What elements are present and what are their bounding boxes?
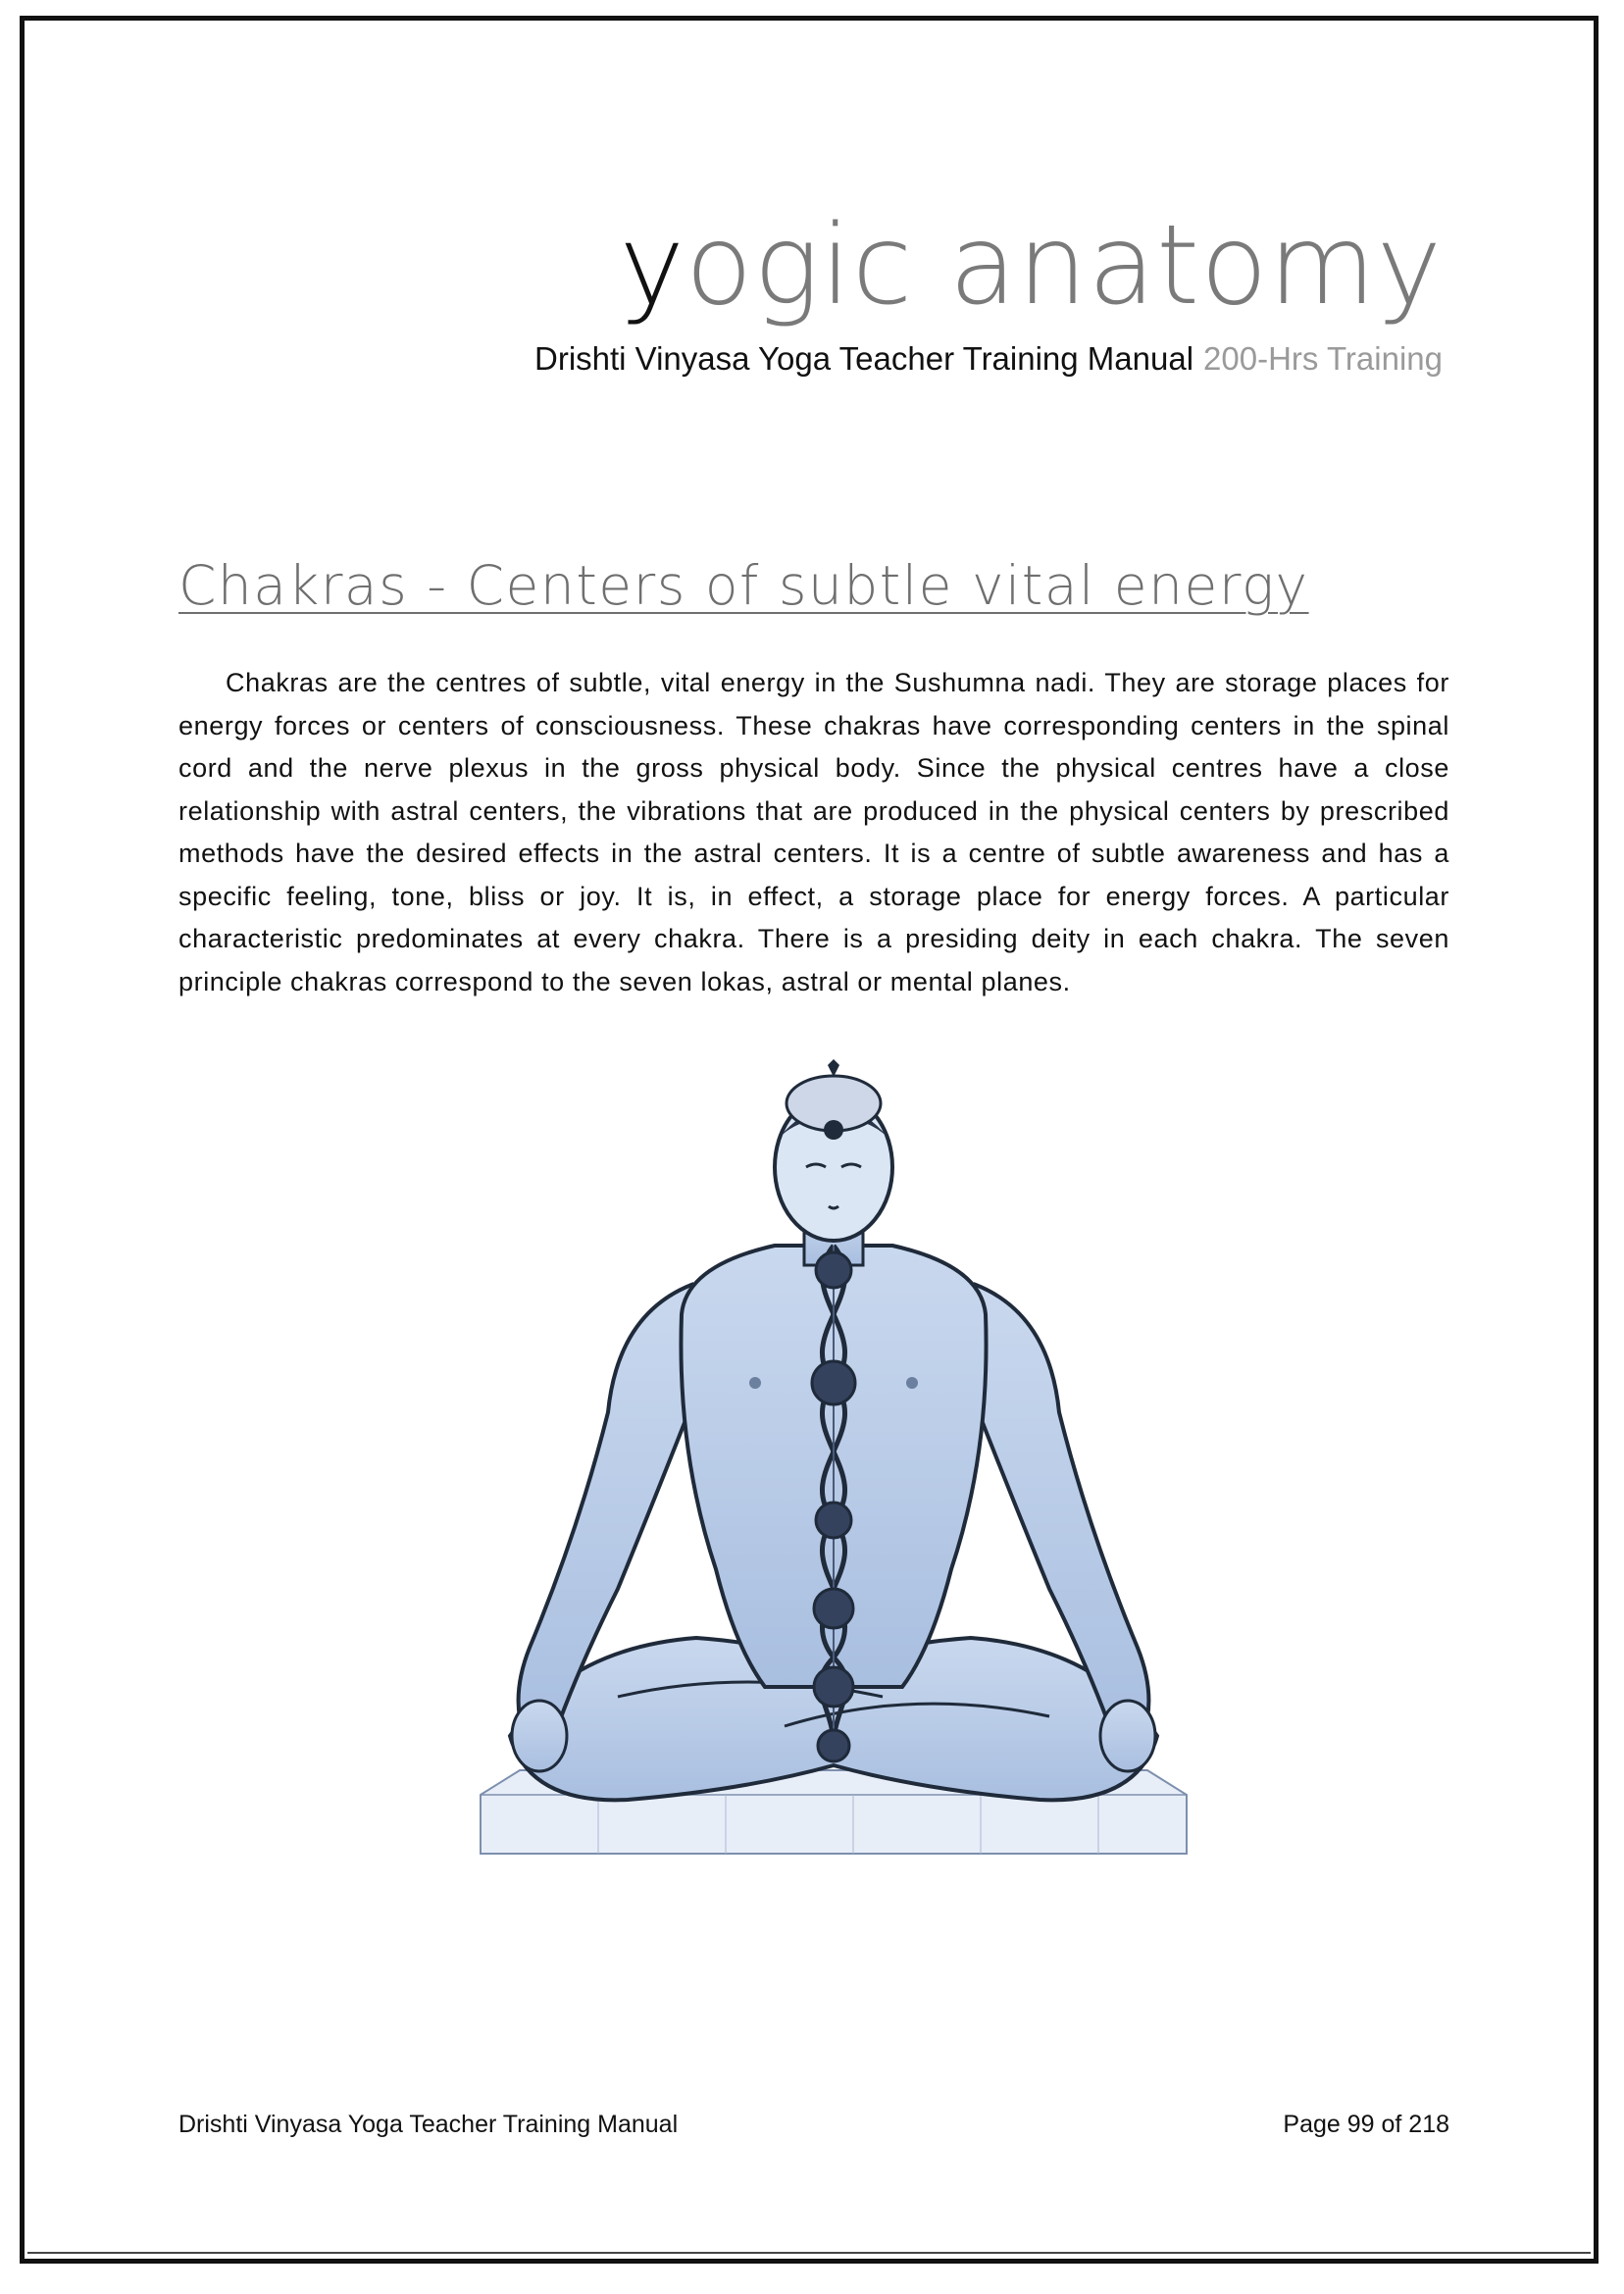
page-title — [534, 202, 1443, 330]
chakra-illustration — [451, 1059, 1216, 1893]
section-heading: Chakras - Centers of subtle vital energy — [178, 554, 1309, 617]
subtitle-tag: 200-Hrs Training — [1203, 340, 1443, 377]
footer-manual-title: Drishti Vinyasa Yoga Teacher Training Manual — [178, 2111, 679, 2138]
subtitle-main: Drishti Vinyasa Yoga Teacher Training Manual — [534, 340, 1194, 377]
page-header — [534, 202, 1443, 378]
page-subtitle — [534, 340, 1443, 378]
head — [775, 1059, 892, 1265]
footer-page-number: Page 99 of 218 — [1283, 2111, 1449, 2138]
body-paragraph: Chakras are the centres of subtle, vital energy in the Sushumna nadi. They are storage places for energy forces or centers of consciousness. These chakras have corresponding centers in the spinal cord and the nerve plexus in the gross physical body. Since the physical centres have a close relationship with astral centers, the vibrations that are produced in the physical centers by prescribed methods have the desired effects in the astral centers. It is a centre of subtle awareness and has a specific feeling, tone, bliss or joy. It is, in effect, a storage place for energy forces. A particular characteristic predominates at every chakra. There is a presiding deity in each chakra. The seven principle chakras correspond to the seven lokas, astral or mental planes. — [178, 668, 1449, 996]
title-first-letter: y — [619, 202, 685, 330]
title-rest: ogic anatomy — [685, 202, 1443, 330]
bottom-rule — [27, 2252, 1591, 2254]
